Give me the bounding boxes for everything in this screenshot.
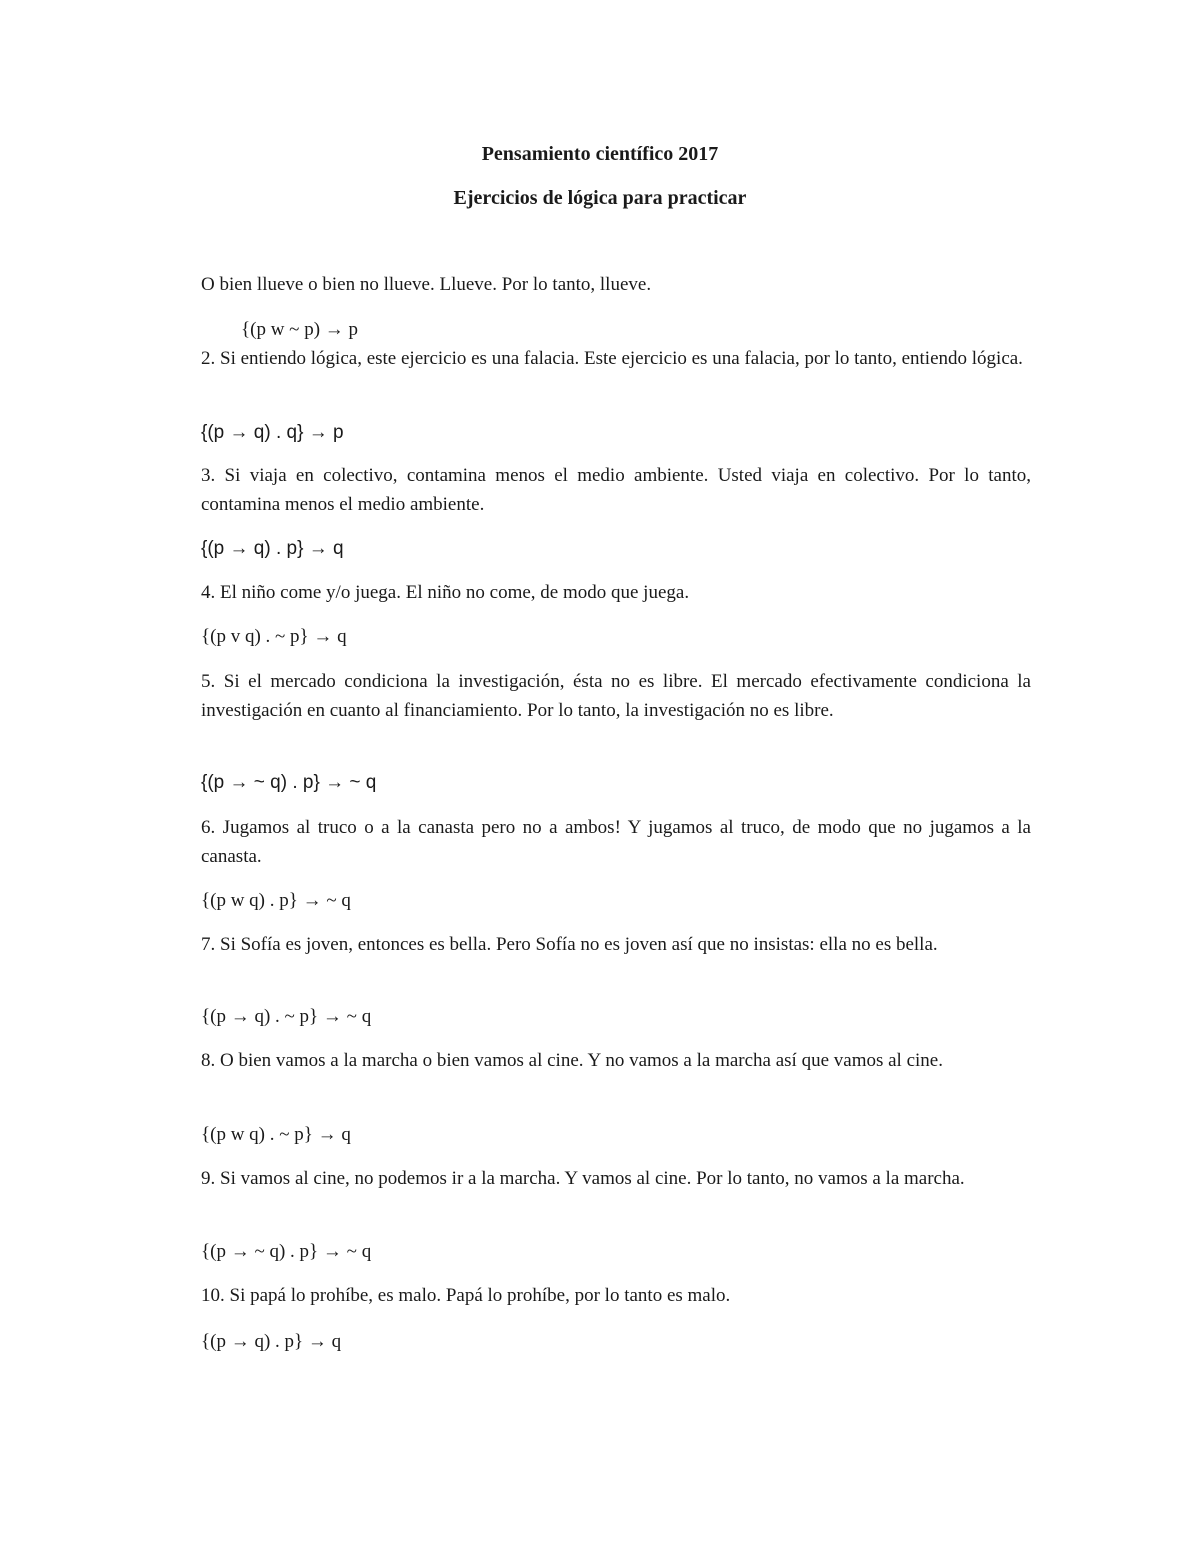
- exercise-7-formula: {(p → q) . ~ p} → ~ q: [201, 1006, 372, 1027]
- exercise-3-text: 3. Si viaja en colectivo, contamina menos el medio ambiente. Usted viaja en colectivo. Por lo tanto, contamina menos el medio ambiente.: [201, 465, 1031, 515]
- exercise-8-text: 8. O bien vamos a la marcha o bien vamos al cine. Y no vamos a la marcha así que vamos al cine.: [201, 1050, 943, 1071]
- exercise-1-formula: {(p w ~ p) → p: [241, 319, 359, 340]
- exercise-3-formula: {(p → q) . p} → q: [201, 538, 344, 559]
- exercise-6-formula: {(p w q) . p} → ~ q: [201, 890, 351, 911]
- exercise-1-text: O bien llueve o bien no llueve. Llueve. Por lo tanto, llueve.: [201, 274, 652, 295]
- exercise-10-text: 10. Si papá lo prohíbe, es malo. Papá lo prohíbe, por lo tanto es malo.: [201, 1285, 731, 1306]
- exercise-2-formula: {(p → q) . q} → p: [201, 422, 344, 443]
- exercise-9-text: 9. Si vamos al cine, no podemos ir a la marcha. Y vamos al cine. Por lo tanto, no vamos a la marcha.: [201, 1168, 965, 1189]
- exercise-5-formula: {(p → ~ q) . p} → ~ q: [201, 772, 377, 793]
- document-title: Pensamiento científico 2017: [481, 143, 719, 165]
- exercise-4-text: 4. El niño come y/o juega. El niño no come, de modo que juega.: [201, 582, 690, 603]
- document-subtitle: Ejercicios de lógica para practicar: [453, 187, 747, 209]
- exercise-9-formula: {(p → ~ q) . p} → ~ q: [201, 1241, 372, 1262]
- exercise-7-text: 7. Si Sofía es joven, entonces es bella. Pero Sofía no es joven así que no insistas: ella no es bella.: [201, 934, 938, 955]
- exercise-6-text: 6. Jugamos al truco o a la canasta pero no a ambos! Y jugamos al truco, de modo que no jugamos a la canasta.: [201, 817, 1031, 867]
- exercise-4-formula: {(p v q) . ~ p} → q: [201, 626, 347, 647]
- exercise-8-formula: {(p w q) . ~ p} → q: [201, 1124, 351, 1145]
- exercise-10-formula: {(p → q) . p} → q: [201, 1331, 342, 1352]
- exercise-2-text: 2. Si entiendo lógica, este ejercicio es una falacia. Este ejercicio es una falacia, por lo tanto, entiendo lógica.: [201, 348, 1023, 369]
- exercise-5-text: 5. Si el mercado condiciona la investigación, ésta no es libre. El mercado efectivamente condiciona la investigación en cuanto al financiamiento. Por lo tanto, la investigación no es libre.: [201, 671, 1031, 721]
